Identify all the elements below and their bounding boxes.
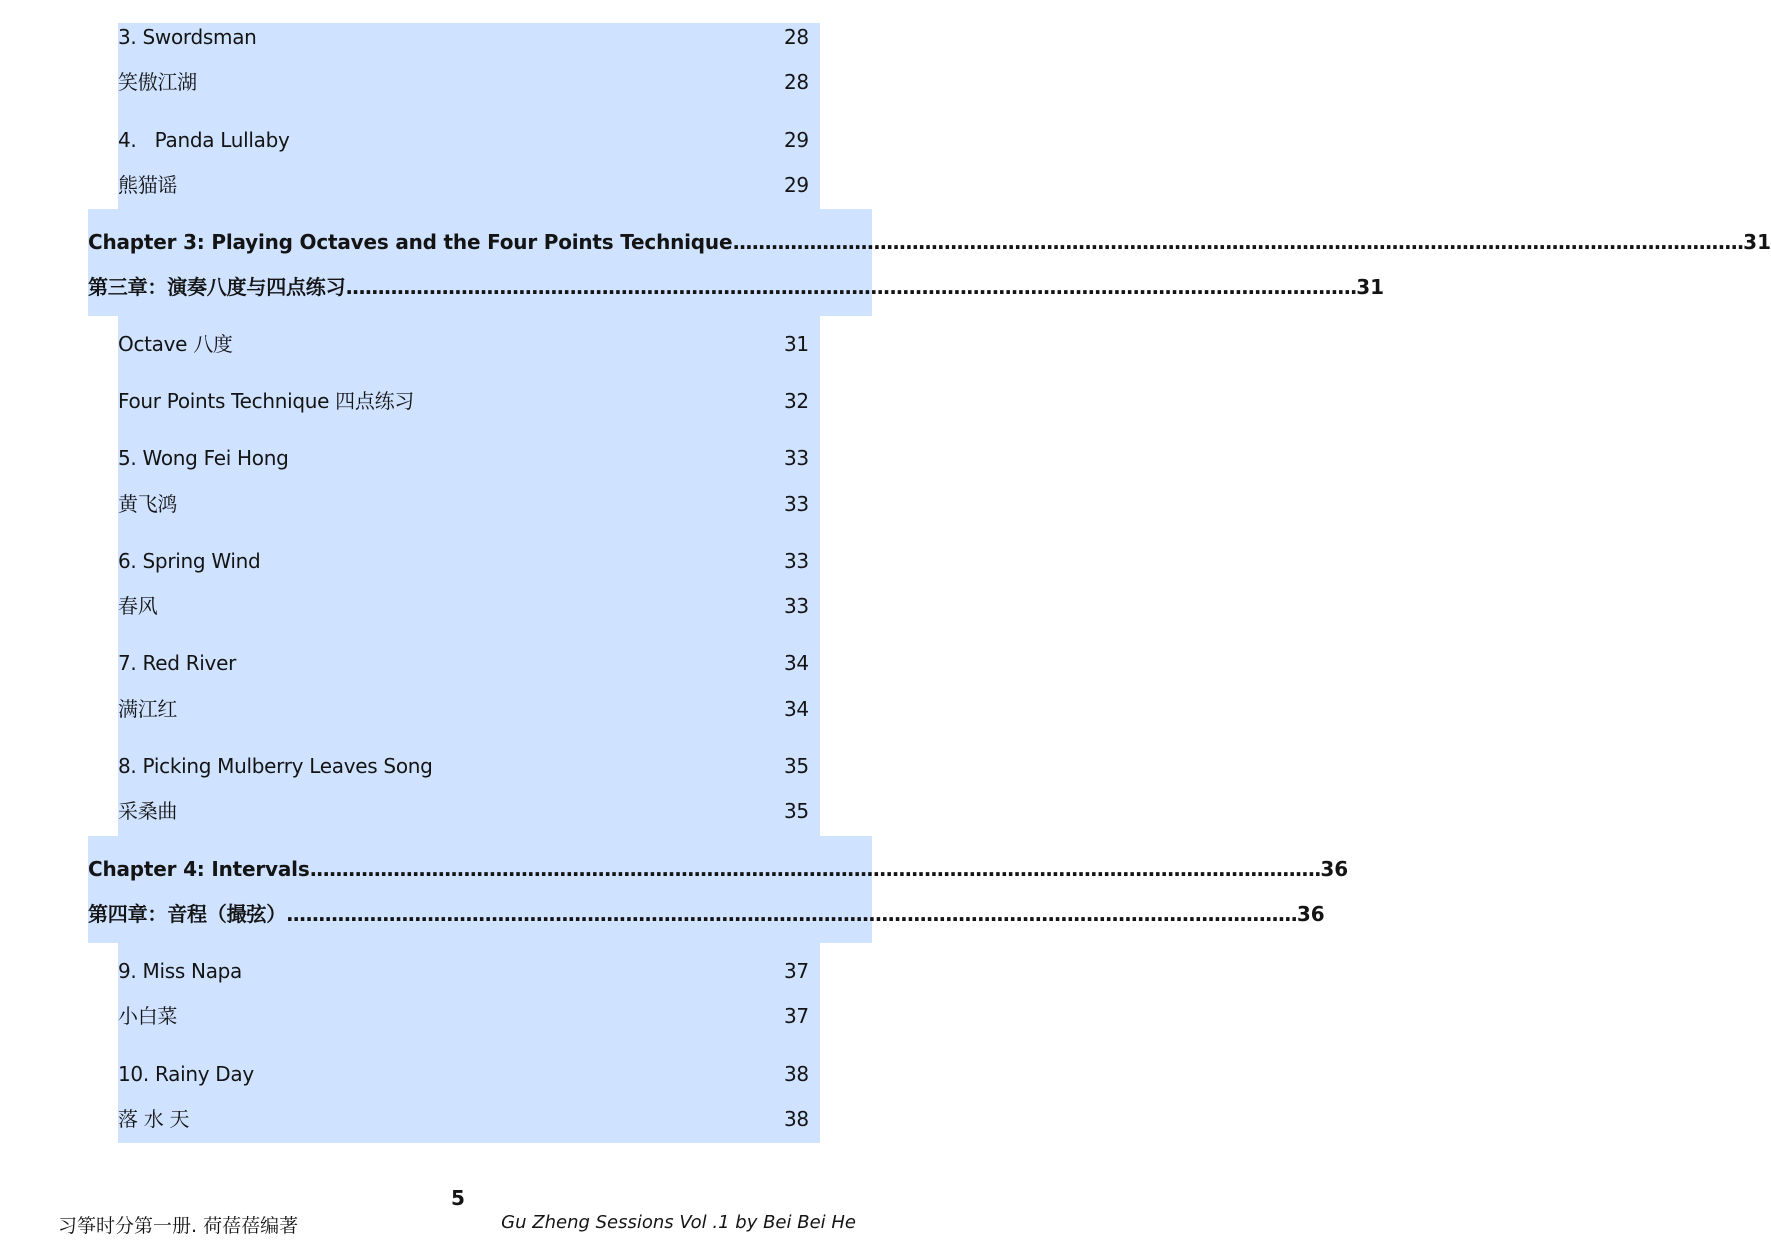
toc-entry-title: 3. Swordsman bbox=[118, 25, 257, 49]
toc-entry-title: 熊猫谣 bbox=[118, 173, 178, 197]
chapter-heading[interactable] bbox=[88, 229, 1771, 255]
chapter-page: 36 bbox=[1320, 857, 1349, 881]
chapter-heading[interactable] bbox=[88, 901, 1325, 927]
toc-entry-page: 32 bbox=[784, 389, 809, 413]
chapter-title: Chapter 4: Intervals bbox=[88, 857, 310, 881]
chapter-page: 36 bbox=[1296, 902, 1325, 926]
toc-entry-page: 34 bbox=[784, 651, 809, 675]
toc-entry-title: 7. Red River bbox=[118, 651, 237, 675]
toc-entry-title: 小白菜 bbox=[118, 1004, 178, 1028]
leader-dots: .............................................................................................................................................................. bbox=[286, 902, 1297, 926]
toc-entry-title: 9. Miss Napa bbox=[118, 959, 243, 983]
toc-entry-page: 28 bbox=[784, 70, 809, 94]
leader-dots: .............................................................................................................................................................. bbox=[345, 275, 1357, 299]
toc-entry-page: 34 bbox=[784, 697, 809, 721]
leader-dots: .............................................................................................................................................................. bbox=[309, 857, 1321, 881]
toc-entry-page: 37 bbox=[784, 1004, 809, 1028]
footer-left-text: 习筝时分第一册. 荷蓓蓓编著 bbox=[58, 1215, 299, 1237]
chapter-heading[interactable] bbox=[88, 856, 1349, 882]
highlight-block bbox=[118, 23, 820, 209]
toc-entry-page: 35 bbox=[784, 799, 809, 823]
toc-entry-title: 10. Rainy Day bbox=[118, 1062, 254, 1086]
chapter-title: Chapter 3: Playing Octaves and the Four Points Technique bbox=[88, 230, 733, 254]
chapter-page: 31 bbox=[1743, 230, 1771, 254]
toc-entry-page: 38 bbox=[784, 1107, 809, 1131]
toc-entry-page: 33 bbox=[784, 594, 809, 618]
toc-entry-title: Four Points Technique 四点练习 bbox=[118, 389, 414, 413]
toc-entry-title: 采桑曲 bbox=[118, 799, 178, 823]
toc-entry-title: 黄飞鸿 bbox=[118, 492, 178, 516]
toc-entry-page: 29 bbox=[784, 173, 809, 197]
toc-entry-title: 满江红 bbox=[118, 697, 178, 721]
toc-entry-page: 38 bbox=[784, 1062, 809, 1086]
toc-entry-title: 6. Spring Wind bbox=[118, 549, 261, 573]
toc-entry-page: 33 bbox=[784, 446, 809, 470]
chapter-title: 第三章：演奏八度与四点练习 bbox=[88, 275, 346, 299]
toc-entry-title: 落 水 天 bbox=[118, 1107, 190, 1131]
toc-entry-title: Octave 八度 bbox=[118, 332, 233, 356]
toc-entry-page: 29 bbox=[784, 128, 809, 152]
page-number: 5 bbox=[451, 1186, 465, 1210]
toc-entry-page: 35 bbox=[784, 754, 809, 778]
chapter-page: 31 bbox=[1356, 275, 1385, 299]
chapter-heading[interactable] bbox=[88, 274, 1385, 300]
toc-entry-page: 28 bbox=[784, 25, 809, 49]
toc-entry-page: 37 bbox=[784, 959, 809, 983]
toc-entry-title: 笑傲江湖 bbox=[118, 70, 197, 94]
toc-entry-title: 春风 bbox=[118, 594, 158, 618]
chapter-title: 第四章：音程（撮弦） bbox=[88, 902, 286, 926]
leader-dots: .............................................................................................................................................................. bbox=[732, 230, 1744, 254]
toc-entry-page: 33 bbox=[784, 492, 809, 516]
toc-entry-title: 8. Picking Mulberry Leaves Song bbox=[118, 754, 433, 778]
toc-entry-title: 5. Wong Fei Hong bbox=[118, 446, 289, 470]
toc-entry-page: 33 bbox=[784, 549, 809, 573]
footer-right-text: Gu Zheng Sessions Vol .1 by Bei Bei He bbox=[501, 1212, 856, 1233]
toc-entry-page: 31 bbox=[784, 332, 809, 356]
toc-entry-title: 4. Panda Lullaby bbox=[118, 128, 290, 152]
